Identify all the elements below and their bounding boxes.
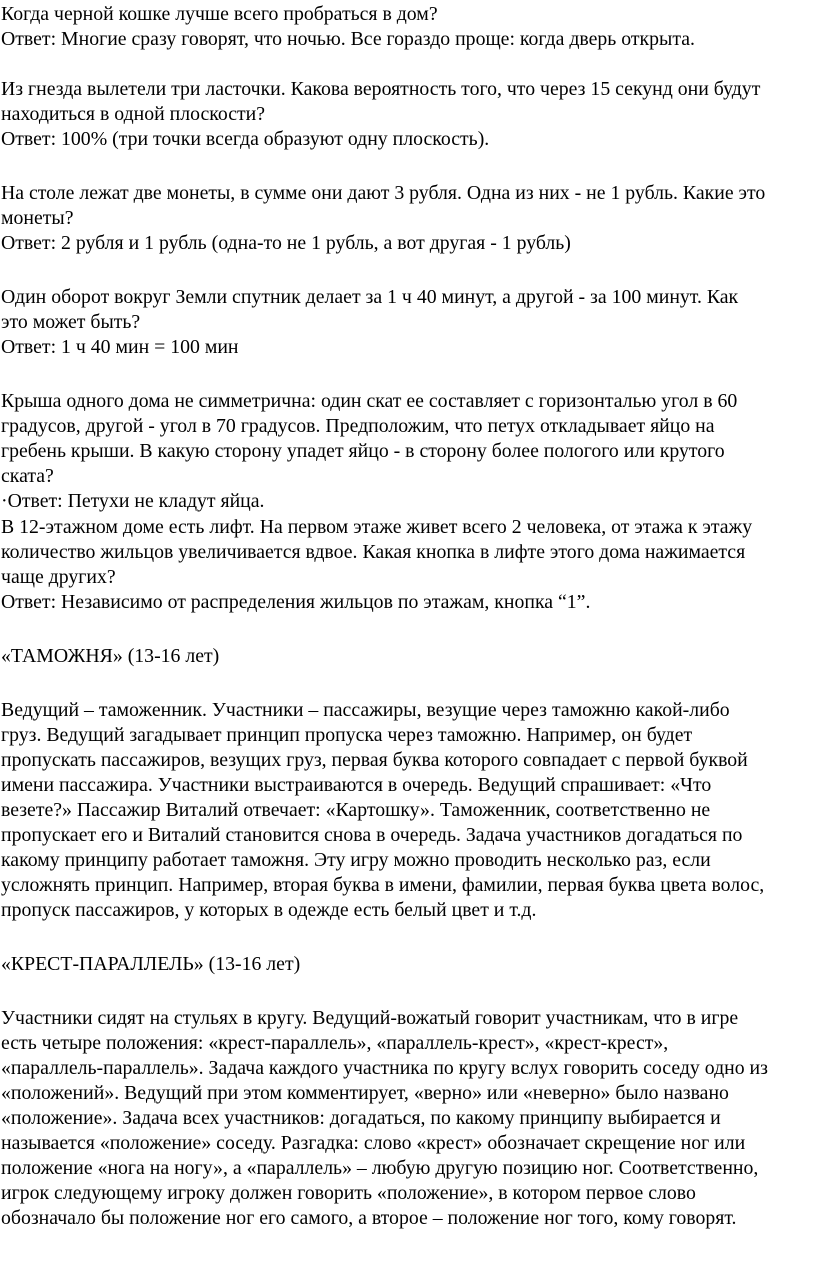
- riddle-5-question-line-1: Крыша одного дома не симметрична: один скат ее составляет с горизонталью угол в 60: [1, 390, 738, 412]
- riddle-3-question-line-2: монеты?: [1, 207, 74, 229]
- riddle-1-answer: Ответ: Многие сразу говорят, что ночью. Все гораздо проще: когда дверь открыта.: [1, 28, 695, 50]
- cross-parallel-paragraph-line: положение «нога на ногу», а «параллель» – любую другую позицию ног. Соответственно,: [1, 1157, 759, 1179]
- customs-paragraph-line: пропускать пассажиров, везущих груз, первая буква которого совпадает с первой буквой: [1, 749, 748, 771]
- cross-parallel-paragraph-line: обозначало бы положение ног его самого, а второе – положение ног того, кому говорят.: [1, 1207, 737, 1229]
- customs-paragraph-line: пропуск пассажиров, у которых в одежде есть белый цвет и т.д.: [1, 899, 537, 921]
- riddle-5-answer: ·Ответ: Петухи не кладут яйца.: [1, 490, 265, 512]
- customs-paragraph-line: имени пассажира. Участники выстраиваются в очередь. Ведущий спрашивает: «Что: [1, 774, 712, 796]
- cross-parallel-paragraph-line: «положение». Задача всех участников: догадаться, по какому принципу выбирается и: [1, 1107, 721, 1129]
- section-heading-cross-parallel: «КРЕСТ-ПАРАЛЛЕЛЬ» (13-16 лет): [1, 953, 301, 975]
- section-heading-customs: «ТАМОЖНЯ» (13-16 лет): [1, 645, 220, 667]
- customs-paragraph-line: груз. Ведущий загадывает принцип пропуска через таможню. Например, он будет: [1, 724, 693, 746]
- riddle-6-question-line-2: количество жильцов увеличивается вдвое. Какая кнопка в лифте этого дома нажимается: [1, 541, 746, 563]
- cross-parallel-paragraph-line: «параллель-параллель». Задача каждого участника по кругу вслух говорить соседу одно из: [1, 1057, 768, 1079]
- riddle-5-question-line-2: градусов, другой - угол в 70 градусов. Предположим, что петух откладывает яйцо на: [1, 415, 715, 437]
- riddle-3-question-line-1: На столе лежат две монеты, в сумме они дают 3 рубля. Одна из них - не 1 рубль. Какие это: [1, 182, 766, 204]
- riddle-6-question-line-3: чаще других?: [1, 566, 116, 588]
- riddle-2-answer: Ответ: 100% (три точки всегда образуют одну плоскость).: [1, 128, 490, 150]
- cross-parallel-paragraph-line: называется «положение» соседу. Разгадка: слово «крест» обозначает скрещение ног или: [1, 1132, 746, 1154]
- cross-parallel-paragraph-line: «положений». Ведущий при этом комментирует, «верно» или «неверно» было названо: [1, 1082, 729, 1104]
- riddle-1-question: Когда черной кошке лучше всего пробраться в дом?: [1, 3, 438, 25]
- cross-parallel-paragraph-line: есть четыре положения: «крест-параллель», «параллель-крест», «крест-крест»,: [1, 1032, 669, 1054]
- customs-paragraph-line: Ведущий – таможенник. Участники – пассажиры, везущие через таможню какой-либо: [1, 699, 730, 721]
- customs-paragraph-line: усложнять принцип. Например, вторая буква в имени, фамилии, первая буква цвета волос,: [1, 874, 765, 896]
- riddle-6-question-line-1: В 12-этажном доме есть лифт. На первом этаже живет всего 2 человека, от этажа к этажу: [1, 516, 753, 538]
- cross-parallel-paragraph-line: игрок следующему игроку должен говорить «положение», в котором первое слово: [1, 1182, 696, 1204]
- customs-paragraph-line: везете?» Пассажир Виталий отвечает: «Картошку». Таможенник, соответственно не: [1, 799, 711, 821]
- cross-parallel-paragraph-line: Участники сидят на стульях в кругу. Ведущий-вожатый говорит участникам, что в игре: [1, 1007, 739, 1029]
- riddle-4-question-line-1: Один оборот вокруг Земли спутник делает за 1 ч 40 минут, а другой - за 100 минут. Как: [1, 286, 739, 308]
- customs-paragraph-line: какому принципу работает таможня. Эту игру можно проводить несколько раз, если: [1, 849, 711, 871]
- riddle-3-answer: Ответ: 2 рубля и 1 рубль (одна-то не 1 рубль, а вот другая - 1 рубль): [1, 232, 571, 254]
- riddle-4-answer: Ответ: 1 ч 40 мин = 100 мин: [1, 336, 239, 358]
- riddle-2-question-line-2: находиться в одной плоскости?: [1, 103, 266, 125]
- riddle-5-question-line-4: ската?: [1, 465, 54, 487]
- riddle-4-question-line-2: это может быть?: [1, 311, 141, 333]
- riddle-2-question-line-1: Из гнезда вылетели три ласточки. Какова вероятность того, что через 15 секунд они будут: [1, 78, 761, 100]
- riddle-6-answer: Ответ: Независимо от распределения жильцов по этажам, кнопка “1”.: [1, 591, 591, 613]
- riddle-5-question-line-3: гребень крыши. В какую сторону упадет яйцо - в сторону более пологого или крутого: [1, 440, 725, 462]
- customs-paragraph-line: пропускает его и Виталий становится снова в очередь. Задача участников догадаться по: [1, 824, 743, 846]
